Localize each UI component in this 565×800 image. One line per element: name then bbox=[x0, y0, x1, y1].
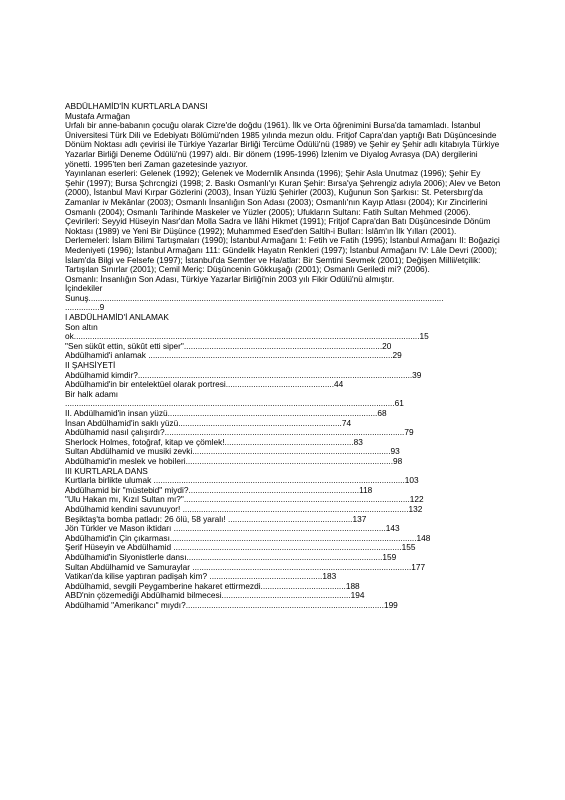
toc-line[interactable]: Abdülhamid'in bir entelektüel olarak portresi...............................................44 bbox=[65, 380, 344, 390]
toc-line[interactable]: Şerif Hüseyin ve Abdülhamid ...................................................................................................155 bbox=[65, 543, 416, 553]
toc-line[interactable]: İnsan Abdülhamid'in saklı yüzü.......................................................................74 bbox=[65, 418, 352, 428]
toc-line[interactable]: ...............9 bbox=[65, 303, 105, 313]
toc-line[interactable]: Abdülhamid kendini savunuyor! ..................................................................................................132 bbox=[65, 504, 423, 514]
author-name: Mustafa Armağan bbox=[65, 110, 131, 121]
table-of-contents bbox=[65, 294, 501, 611]
toc-line[interactable]: Abdülhamid kimdir?.......................................................................................................................39 bbox=[65, 370, 422, 380]
translations: Çevirileri: Seyyid Hüseyin Nasr'dan Molla Sadra ve İlâhi Hikmet (1991); Fritjof Capra'dan Batı Düşüncesinde Dönüm Noktası (1989) ve Yeni Bir Düşünce (1992); Muhammed Esed'den Saltih-i Bulları: İslâm'ın İlk Yılları (2001). Derlemeleri: İslam Bilimi Tartışmaları (1990); İstanbul Armağanı 1: Fetih ve Fatih (1995); İstanbul Armağanı II: Boğaziçi Medeniyeti (1996); İstanbul Armağanı 111: Gündelik Hayatın Renkleri (1997); İstanbul Armağanı IV: Lâle Devri (2000); İslam'da Bilgi ve Felsefe (1997); İstanbul'da Semtler ve Ha/atlar: Bir Semtini Sevmek (2001); Değişen Millii/etçilik: Tartışılan Sınırlar (2001); Cemil Meriç: Düşüncenin Gökkuşağı (2001); Osmanlı Geriledi mi? (2006). bbox=[65, 216, 500, 275]
toc-line[interactable]: ok......................................................................................................................................................15 bbox=[65, 332, 429, 342]
toc-line[interactable]: Bir halk adamı bbox=[65, 389, 119, 399]
published-works: Yayınlanan eserleri: Gelenek (1992); Gelenek ve Modernlik Ansında (1996); Şehir Asla Unutmaz (1996); Şehir Ey Şehir (1997); Bursa Şchrcngizi (1998; 2. Baskı Osmanlı'yı Kuran Şehir: Bırsa'ya Şehrengiz adıyla 2006); Alev ve Beton (2000), İstanbul Mavi Kırpar Gözlerini (2003), İnsan Yüzlü Şehirler (2003), Kuğunun Son Şarkısı: St. Petersbırg'da Zamanlar iv Mekânlar (2003); Osmanlı İnsanlığın Son Adası (2003); Osmanlı'nın Kayıp Atlası (2004); Kır Zincirlerini Osmanlı (2004); Osmanlı Tarihinde Maskeler ve Yüzler (2005); Ufukların Sultanı: Fatih Sultan Mehmed (2006). bbox=[65, 168, 501, 217]
toc-line[interactable]: Abdülhamid nasıl çalışırdı?........................................................................................................79 bbox=[65, 428, 414, 438]
toc-line[interactable]: Sultan Abdülhamid ve musiki zevki......................................................................................93 bbox=[65, 447, 400, 457]
author-bio: Urfalı bir anne-babanın çocuğu olarak Cizre'de doğdu (1961). İlk ve Orta öğrenimini Bursa'da tamamladı. İstanbul Üniversitesi Türk Dili ve Edebiyatı Bölümü'nden 1985 yılında mezun oldu. Fritjof Capra'dan yaptığı Batı Düşüncesinde Dönüm Noktası adlı çevirisi ile Türkiye Yazarlar Birliği Tercüme Ödülü'nü (1989) ve Şehir ey Şehir adlı kitabıyla Türkiye Yazarlar Birliği Deneme Ödülü'nü (1997) aldı. Bir dönem (1995-1996) İzlenim ve Diyalog Avrasya (DA) dergilerini yönetti. 1995'ten beri Zaman gazetesinde yazıyor. bbox=[65, 120, 500, 169]
toc-line[interactable]: Sunuş.......................................................................................................................................................... bbox=[65, 293, 444, 303]
toc-line[interactable]: Kurtlarla birlikte ulumak .............................................................................................................103 bbox=[65, 476, 419, 486]
toc-line[interactable]: Son altın bbox=[65, 322, 98, 332]
toc-line[interactable]: Abdülhamid'in Çin çıkarması...........................................................................................................148 bbox=[65, 533, 431, 543]
toc-line[interactable]: ABD'nin çözemediği Abdülhamid bilmecesi........................................................194 bbox=[65, 591, 365, 601]
toc-line[interactable]: Sherlock Holmes, fotoğraf, kitap ve çömlek!........................................................83 bbox=[65, 437, 363, 447]
toc-line[interactable]: Beşiktaş'ta bomba patladı: 26 ölü, 58 yaralı! ......................................................137 bbox=[65, 514, 367, 524]
toc-section-heading: I ABDÜLHAMİD'İ ANLAMAK bbox=[65, 313, 169, 323]
toc-line[interactable]: Abdülhamid, sevgili Peygamberine hakaret ettirmezdi.....................................188 bbox=[65, 581, 360, 591]
toc-section-heading: III KURTLARLA DANS bbox=[65, 466, 148, 476]
toc-line[interactable]: Jön Türkler ve Mason iktidarı ............................................................................................143 bbox=[65, 524, 400, 534]
award-note: Osmanlı: İnsanlığın Son Adası, Türkiye Yazarlar Birliği'nin 2003 yılı Fikir Odülü'nü almıştır. bbox=[65, 273, 395, 284]
toc-line[interactable]: Abdülhamid bir "müstebid" miydi?..........................................................................118 bbox=[65, 485, 373, 495]
book-title: ABDÜLHAMİD'İN KURTLARLA DANSI bbox=[65, 101, 208, 111]
toc-line[interactable]: II. Abdülhamid'in insan yüzü...........................................................................................68 bbox=[65, 409, 387, 418]
toc-heading: İçindekiler bbox=[65, 283, 103, 294]
toc-line[interactable]: Abdülhamid "Amerikancı" mıydı?......................................................................................199 bbox=[65, 600, 398, 610]
toc-line[interactable]: Abdülhamid'in Siyonistlerle dansı.....................................................................................159 bbox=[65, 552, 397, 562]
toc-line[interactable]: Sultan Abdülhamid ve Samuraylar ...............................................................................................177 bbox=[65, 562, 426, 572]
toc-line[interactable]: "Sen sükût ettin, sükût etti siper"......................................................................................20 bbox=[65, 341, 392, 351]
toc-line[interactable]: ...............................................................................................................................................61 bbox=[65, 399, 404, 409]
toc-line[interactable]: "Ulu Hakan mı, Kızıl Sultan mı?"..................................................................................................122 bbox=[65, 495, 424, 505]
toc-line[interactable]: Vatikan'da kilise yaptıran padişah kim? .................................................183 bbox=[65, 572, 337, 582]
toc-section-heading: II ŞAHSİYETİ bbox=[65, 361, 116, 371]
document-page bbox=[65, 102, 501, 610]
toc-line[interactable]: Abdülhamid'in meslek ve hobileri..........................................................................................98 bbox=[65, 456, 403, 466]
toc-line[interactable]: Abdülhamid'i anlamak ..........................................................................................................29 bbox=[65, 351, 402, 361]
